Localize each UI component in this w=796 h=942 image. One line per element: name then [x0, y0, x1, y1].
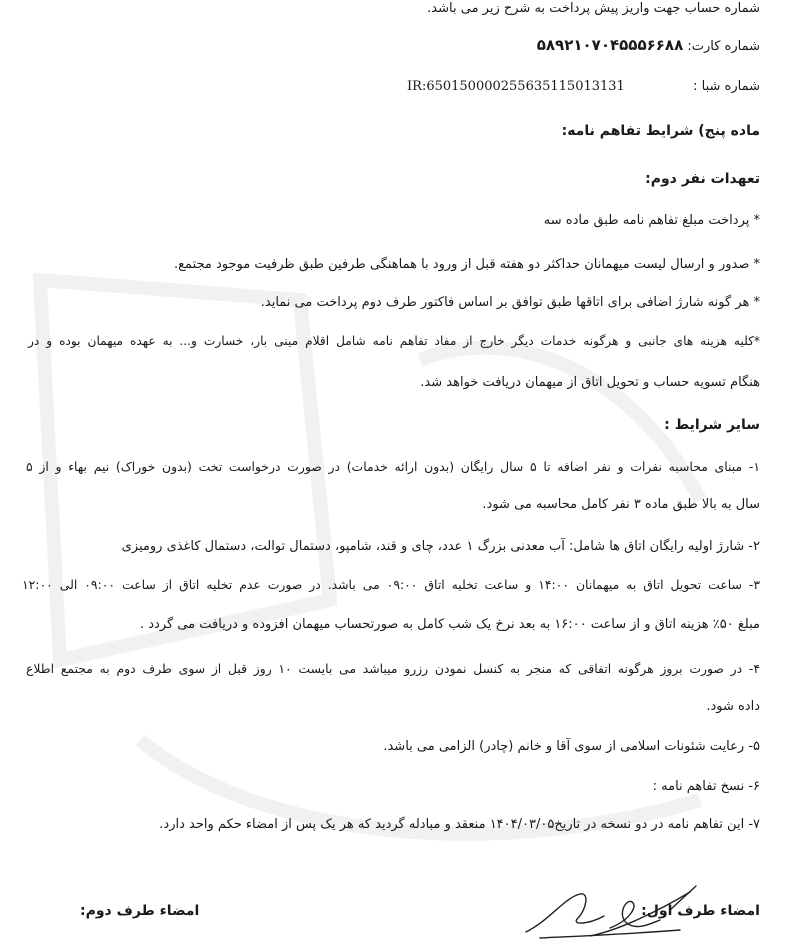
- card-row: [40, 36, 760, 56]
- card-label: شماره کارت:: [687, 39, 760, 54]
- sheba-label: شماره شبا :: [693, 79, 760, 94]
- bullet-item: * صدور و ارسال لیست میهمانان حداکثر دو هفته قبل از ورود با هماهنگی طرفین طبق ظرفیت موجود مجتمع.: [174, 257, 760, 272]
- bullet-item: * هر گونه شارژ اضافی برای اتاقها طبق توافق بر اساس فاکتور طرف دوم پرداخت می نماید.: [260, 295, 760, 310]
- handwritten-signature: [520, 880, 740, 942]
- sheba-row: [40, 78, 760, 96]
- first-party-signature-label: امضاء طرف اول:: [641, 903, 760, 919]
- condition-item: ۳- ساعت تحویل اتاق به میهمانان ۱۴:۰۰ و ساعت تخلیه اتاق ۰۹:۰۰ می باشد. در صورت عدم تخلیه اتاق از ساعت ۰۹:۰۰ الی ۱۲:۰۰: [22, 577, 760, 592]
- bullet-item: *کلیه هزینه های جانبی و هرگونه خدمات دیگر خارج از مفاد تفاهم نامه شامل اقلام مینی بار، خسارت و... به عهده میهمان بوده و در: [28, 334, 760, 348]
- condition-item: ۷- این تفاهم نامه در دو نسخه در تاریخ۱۴۰۴/۰۳/۰۵ منعقد و مبادله گردید که هر یک پس از امضاء حکم واحد دارد.: [159, 817, 760, 832]
- condition-item-cont: سال به بالا طبق ماده ۳ نفر کامل محاسبه می شود.: [482, 497, 760, 512]
- condition-item: ۱- مبنای محاسبه نفرات و نفر اضافه تا ۵ سال رایگان (بدون ارائه خدمات) در صورت درخواست تخت (بدون خوراک) نیم بهاء و از ۵: [26, 459, 760, 474]
- article5-title: ماده پنج) شرایط تفاهم نامه:: [561, 123, 760, 139]
- condition-item-cont: داده شود.: [706, 699, 760, 714]
- condition-item: ۴- در صورت بروز هرگونه اتفاقی که منجر به کنسل نمودن رزرو میباشد می بایست ۱۰ روز قبل از سوی طرف دوم به مجتمع اطلاع: [26, 661, 760, 676]
- other-conditions-title: سایر شرایط :: [664, 417, 760, 433]
- condition-item: ۵- رعایت شئونات اسلامی از سوی آقا و خانم (چادر) الزامی می باشد.: [383, 739, 760, 754]
- second-party-signature-label: امضاء طرف دوم:: [80, 903, 200, 919]
- account-intro: شماره حساب جهت واریز پیش پرداخت به شرح زیر می باشد.: [427, 1, 760, 16]
- condition-item: ۶- نسخ تفاهم نامه :: [652, 779, 760, 794]
- second-party-title: تعهدات نفر دوم:: [645, 171, 760, 187]
- condition-item: ۲- شارژ اولیه رایگان اتاق ها شامل: آب معدنی بزرگ ۱ عدد، چای و قند، شامپو، دستمال توالت، دستمال کاغذی رومیزی: [121, 539, 760, 554]
- card-number: ۵۸۹۲۱۰۷۰۴۵۵۵۶۶۸۸: [536, 36, 684, 54]
- bullet-item: * پرداخت مبلغ تفاهم نامه طبق ماده سه: [543, 213, 760, 228]
- bullet-item-cont: هنگام تسویه حساب و تحویل اتاق از میهمان دریافت خواهد شد.: [420, 375, 760, 390]
- condition-item-cont: مبلغ ۵۰٪ هزینه اتاق و از ساعت ۱۶:۰۰ به بعد نرخ یک شب کامل به صورتحساب میهمان افزوده و دریافت می گردد .: [140, 617, 760, 632]
- sheba-number: IR:650150000255635115013131: [407, 79, 625, 94]
